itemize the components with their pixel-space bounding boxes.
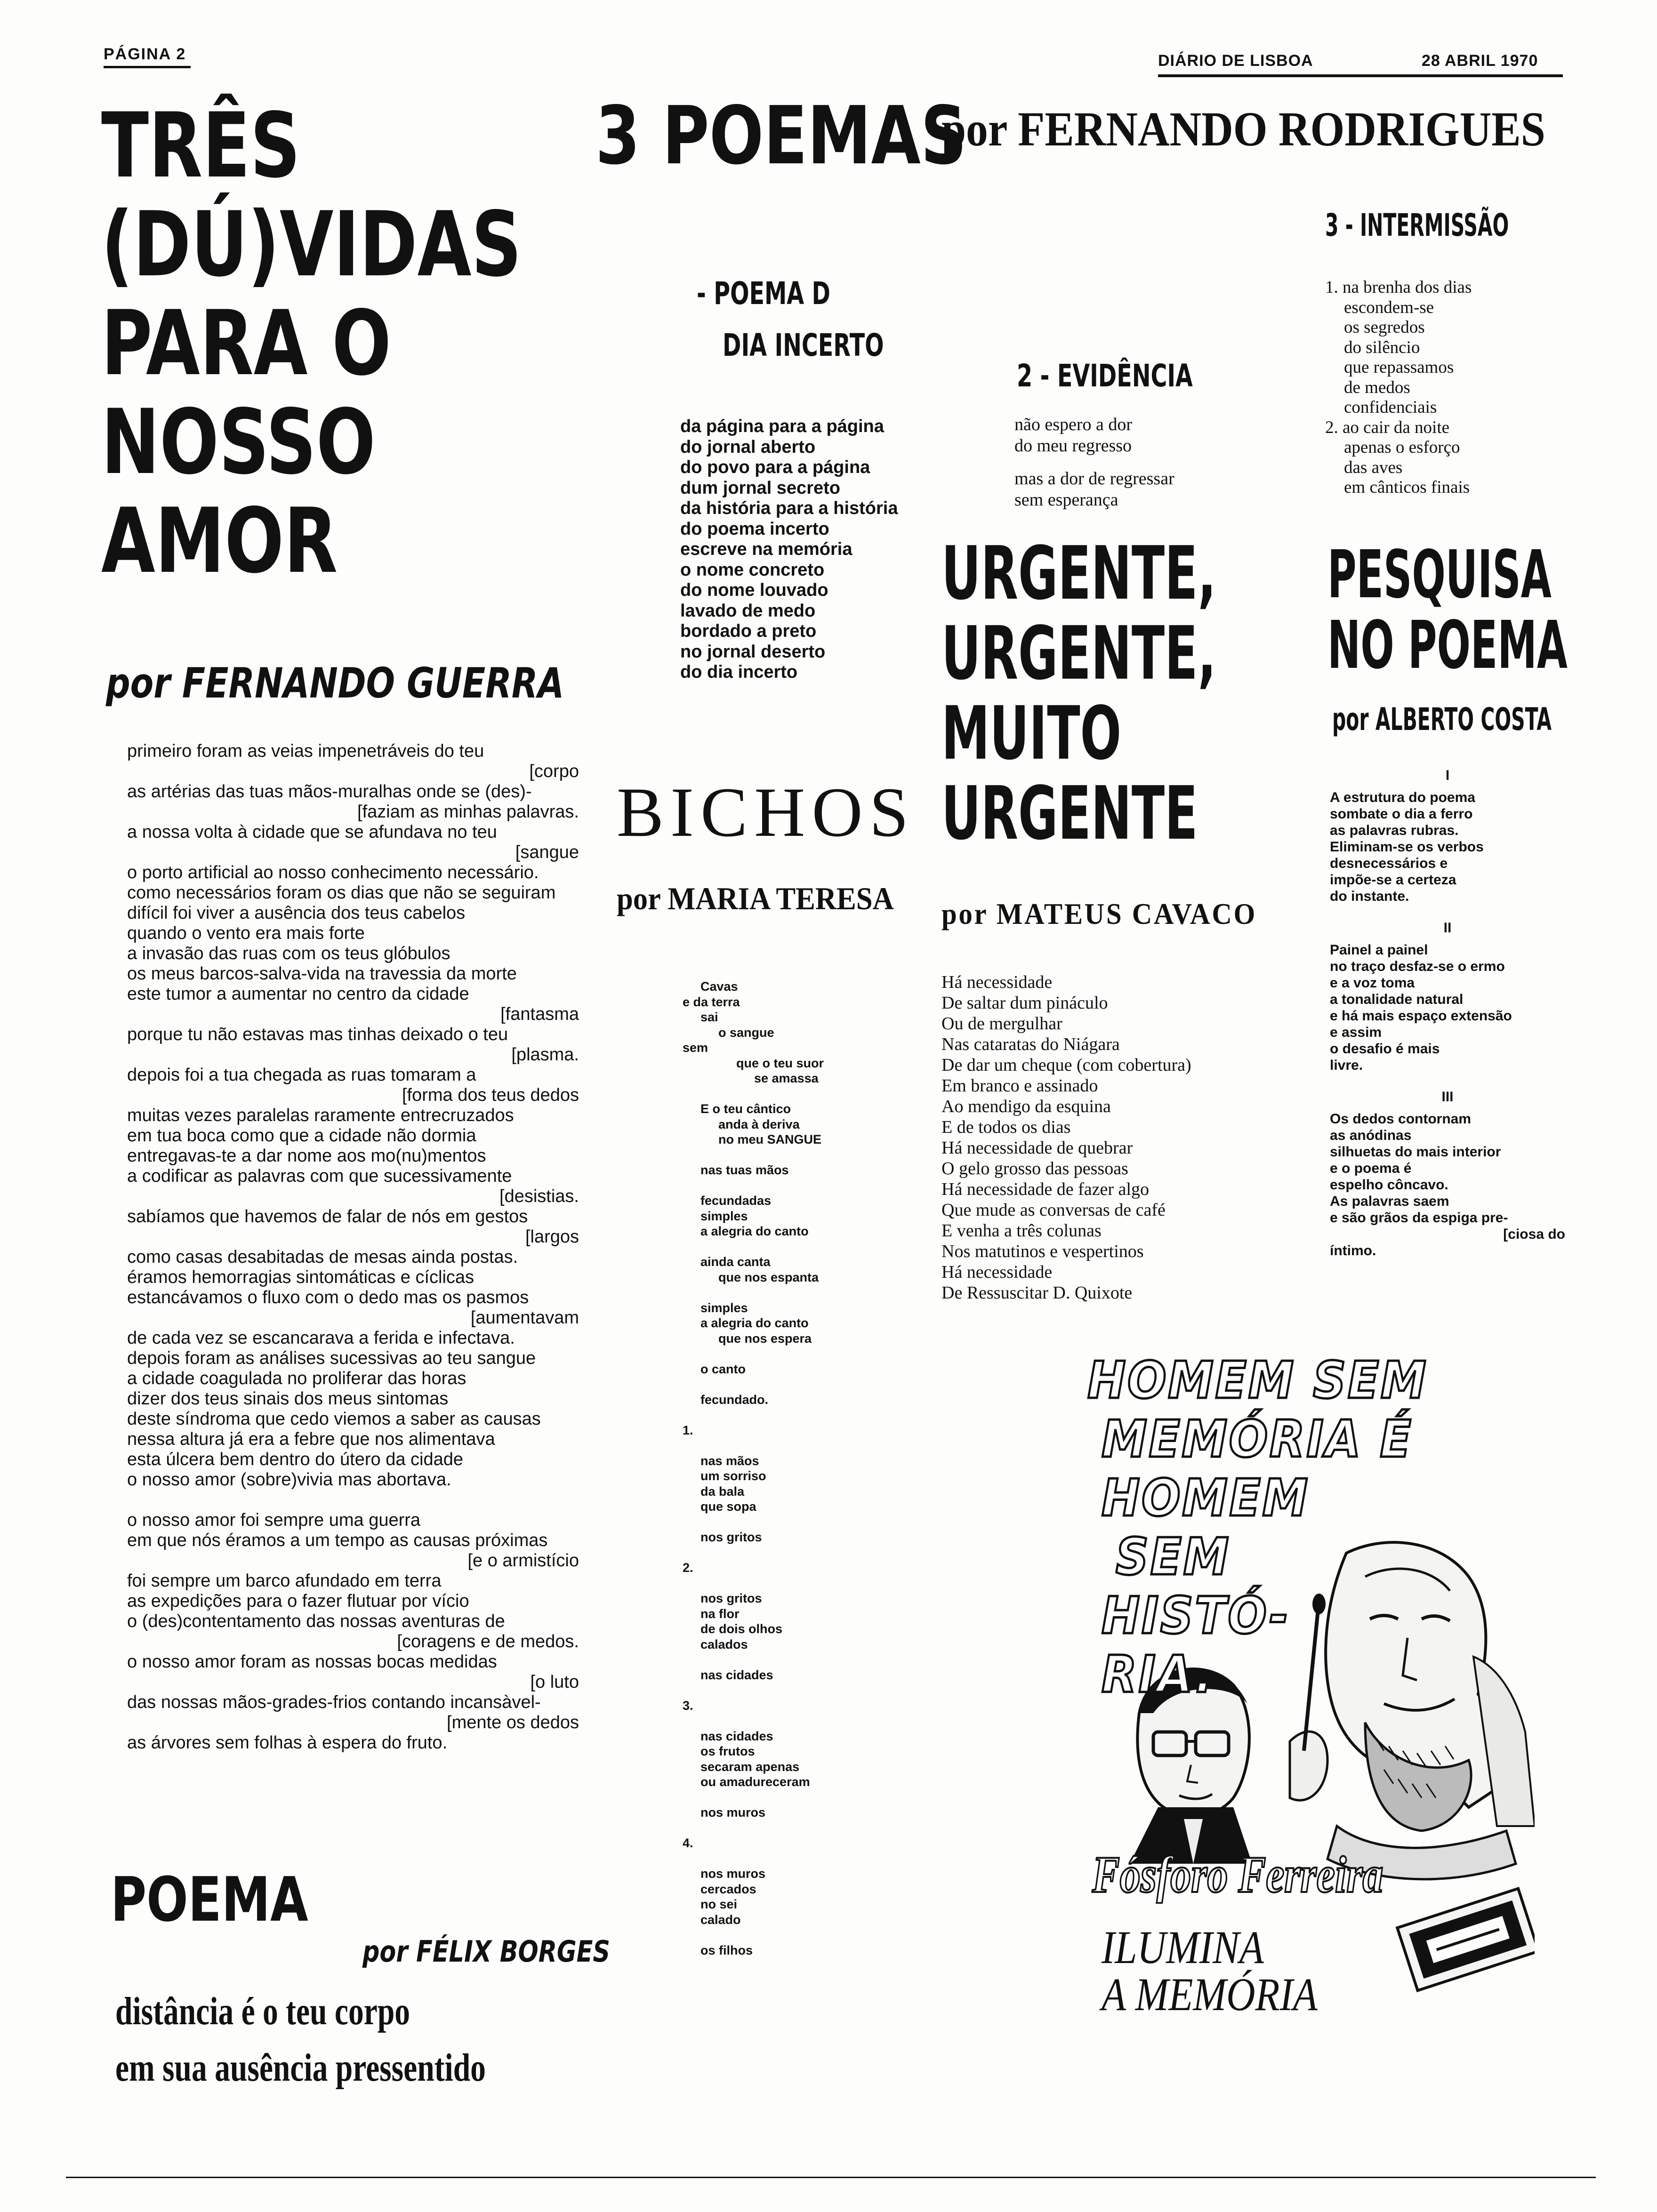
pesquisa-line: no traço desfaz-se o ermo — [1330, 959, 1505, 974]
intermissao-text — [1325, 278, 1472, 498]
article-byline: por FERNANDO GUERRA — [106, 659, 564, 707]
pesquisa-line: A estrutura do poema — [1330, 790, 1475, 805]
bichos-line: nos muros — [700, 1867, 766, 1881]
article-title-line: TRÊS — [101, 94, 301, 198]
article-body-line: a codificar as palavras com que sucessivamente — [127, 1166, 512, 1186]
article-body-line: [largos — [525, 1227, 579, 1247]
bichos-line: de dois olhos — [700, 1622, 783, 1636]
poem-d-line: escreve na memória — [680, 539, 853, 559]
poema-line: distância é o teu corpo — [115, 1989, 410, 2033]
article-body-line: porque tu não estavas mas tinhas deixado o teu — [127, 1025, 508, 1044]
bichos-title: BICHOS — [617, 773, 916, 851]
bichos-line — [683, 1178, 824, 1194]
bichos-line — [683, 1713, 824, 1729]
bichos-line — [683, 1438, 824, 1453]
poem-d-line: do jornal aberto — [680, 437, 816, 457]
bichos-line: na flor — [700, 1606, 740, 1621]
advert — [1083, 1351, 1535, 2024]
bichos-line — [683, 1927, 824, 1943]
article-body-line: de cada vez se escancarava a ferida e infectava. — [127, 1328, 515, 1348]
intermissao-line: 2. ao cair da noite — [1325, 417, 1450, 437]
bichos-line — [683, 1377, 824, 1392]
article-body-line: a nossa volta à cidade que se afundava no teu — [127, 822, 497, 842]
advert-headline-line: RIA. — [1102, 1645, 1215, 1704]
article-body-line: foi sempre um barco afundado em terra — [127, 1571, 442, 1591]
advert-brand: Fósforo Ferreira — [1092, 1846, 1384, 1903]
urgente-line: E venha a três colunas — [941, 1221, 1102, 1241]
bichos-line: anda à deriva — [718, 1117, 800, 1131]
bottom-rule — [66, 2177, 1596, 2178]
advert-headline-line: HOMEM SEM — [1087, 1351, 1428, 1410]
bichos-line: a alegria do canto — [700, 1316, 809, 1330]
banner-byline: por FERNANDO RODRIGUES — [941, 102, 1545, 156]
bichos-line: um sorriso — [700, 1469, 766, 1483]
bichos-line: sai — [700, 1010, 718, 1024]
bichos-line — [683, 1851, 824, 1867]
poema-title: POEMA — [111, 1864, 308, 1935]
article-title-line: (DÚ)VIDAS — [101, 192, 522, 297]
article-body-line: [desistias. — [499, 1186, 579, 1206]
urgente-line: Ou de mergulhar — [941, 1014, 1062, 1034]
bichos-byline: por MARIA TERESA — [617, 881, 894, 916]
article-body-line: as expedições para o fazer flutuar por vício — [127, 1591, 469, 1611]
intermissao-line: confidenciais — [1344, 398, 1437, 417]
advert-tagline: A MEMÓRIA — [1102, 1968, 1318, 2020]
bichos-line — [683, 1086, 824, 1102]
pesquisa-line: Painel a painel — [1330, 942, 1428, 958]
article-body-line: nessa altura já era a febre que nos alimentava — [127, 1429, 495, 1449]
article-body-line: [forma dos teus dedos — [402, 1085, 579, 1105]
article-body-line: entregavas-te a dar nome aos mo(nu)mentos — [127, 1146, 486, 1166]
bichos-text — [683, 979, 824, 1958]
poem-d-line: da página para a página — [680, 417, 884, 436]
urgente-line: Há necessidade de fazer algo — [941, 1179, 1149, 1199]
bichos-line: 4. — [683, 1836, 693, 1850]
article-body-line: este tumor a aumentar no centro da cidade — [127, 984, 469, 1004]
pesquisa-line: [ciosa do — [1503, 1226, 1565, 1242]
bichos-line: simples — [700, 1300, 748, 1315]
article-body-line: [e o armistício — [467, 1551, 579, 1571]
poem-d-line: do nome louvado — [680, 580, 828, 600]
bichos-line: nas cidades — [700, 1729, 773, 1743]
issue-date: 28 ABRIL 1970 — [1422, 52, 1538, 70]
pesquisa-line: desnecessários e — [1330, 856, 1448, 871]
urgente-title-line: URGENTE, — [941, 530, 1216, 616]
article-body-line: estancávamos o fluxo com o dedo mas os pasmos — [127, 1288, 529, 1307]
bichos-line: calado — [700, 1912, 741, 1927]
poem-d-line: da história para a história — [680, 498, 898, 518]
bichos-line: que o teu suor — [736, 1056, 824, 1070]
bichos-line — [683, 1652, 824, 1667]
urgente-line: De saltar dum pináculo — [941, 993, 1108, 1013]
pesquisa-line: As palavras saem — [1330, 1194, 1449, 1209]
urgente-line: Há necessidade — [941, 1262, 1053, 1282]
article-body-line: o nosso amor foi sempre uma guerra — [127, 1510, 421, 1530]
pesquisa-numeral: II — [1443, 920, 1452, 936]
intermissao-heading: 3 - INTERMISSÃO — [1325, 207, 1509, 243]
poem-d-line: do poema incerto — [680, 519, 829, 539]
urgente-line: Em branco e assinado — [941, 1076, 1098, 1096]
article-body-line: [sangue — [515, 842, 579, 862]
article-body-line: das nossas mãos-grades-frios contando incansàvel- — [127, 1692, 541, 1712]
bichos-line: nas tuas mãos — [700, 1163, 789, 1177]
bichos-line: nos gritos — [700, 1530, 762, 1544]
bichos-line: nas mãos — [700, 1453, 759, 1468]
article-body-line: muitas vezes paralelas raramente entrecruzados — [127, 1106, 514, 1125]
bichos-line — [683, 1820, 824, 1836]
article-body-line: depois foram as análises sucessivas ao teu sangue — [127, 1348, 536, 1368]
pesquisa-numeral: III — [1441, 1089, 1454, 1105]
article-body-line — [127, 1490, 579, 1510]
bichos-line: 2. — [683, 1561, 693, 1575]
pesquisa-line: do instante. — [1330, 889, 1409, 904]
poem-d-line: lavado de medo — [680, 601, 816, 621]
article-body-line: a cidade coagulada no proliferar das horas — [127, 1369, 467, 1388]
article-body-line: [fantasma — [500, 1004, 579, 1024]
intermissao-line: 1. na brenha dos dias — [1325, 278, 1472, 297]
urgente-line: Nas cataratas do Niágara — [941, 1034, 1120, 1054]
advert-headline-line: HISTÓ- — [1102, 1587, 1290, 1645]
pesquisa-line: e o poema é — [1330, 1161, 1412, 1176]
bichos-line: Cavas — [700, 979, 738, 994]
pesquisa-line: Eliminam-se os verbos — [1330, 839, 1484, 855]
article-body-line: sabíamos que havemos de falar de nós em gestos — [127, 1207, 528, 1226]
bichos-line: que sopa — [700, 1499, 756, 1514]
article-title-line: PARA O — [101, 291, 392, 395]
article-body-line: quando o vento era mais forte — [127, 923, 365, 943]
bichos-line — [683, 1576, 824, 1591]
article-body-line: o nosso amor foram as nossas bocas medidas — [127, 1652, 497, 1672]
article-body-line: dizer dos teus sinais dos meus sintomas — [127, 1389, 449, 1409]
intermissao-line: das aves — [1344, 457, 1403, 477]
urgente-byline: por MATEUS CAVACO — [941, 897, 1257, 930]
advert-headline-line: SEM — [1116, 1528, 1231, 1587]
intermissao-line: apenas o esforço — [1344, 438, 1460, 457]
bichos-line: e da terra — [683, 994, 740, 1009]
article-body-line: difícil foi viver a ausência dos teus cabelos — [127, 903, 466, 923]
article-body-line: as árvores sem folhas à espera do fruto. — [127, 1733, 448, 1753]
advert-headline-line: HOMEM — [1102, 1469, 1310, 1528]
article-body-line: esta úlcera bem dentro do útero da cidade — [127, 1450, 464, 1469]
pesquisa-line: impõe-se a certeza — [1330, 872, 1456, 888]
banner-title: 3 POEMAS — [595, 89, 967, 183]
bichos-line: o canto — [700, 1362, 746, 1376]
poem-d-line: o nome concreto — [680, 560, 825, 580]
advert-tagline: ILUMINA — [1102, 1921, 1264, 1973]
bichos-line: 1. — [683, 1423, 693, 1437]
bichos-line: nos gritos — [700, 1591, 762, 1605]
intermissao-line: do silêncio — [1344, 337, 1420, 357]
header-rule — [1158, 74, 1563, 77]
pesquisa-numeral: I — [1445, 768, 1450, 783]
urgente-line: Que mude as conversas de café — [941, 1200, 1166, 1220]
urgente-title-line: URGENTE, — [941, 610, 1216, 696]
pesquisa-line: as palavras rubras. — [1330, 823, 1459, 838]
article-body-line: éramos hemorragias sintomáticas e cíclicas — [127, 1267, 475, 1287]
pesquisa-line: e assim — [1330, 1025, 1382, 1040]
bichos-line: secaram apenas — [700, 1759, 800, 1774]
urgente-line: Há necessidade — [941, 972, 1053, 992]
bichos-line: sem — [683, 1041, 708, 1055]
article-body-line: [corpo — [529, 761, 579, 781]
intermissao-line: que repassamos — [1344, 358, 1454, 377]
article-body-line: [coragens e de medos. — [397, 1632, 579, 1651]
intermissao-line: de medos — [1344, 377, 1410, 397]
bichos-line: se amassa — [754, 1071, 819, 1085]
bichos-line: nos muros — [700, 1805, 766, 1819]
poem-d-line: bordado a preto — [680, 621, 817, 641]
bichos-line — [683, 1545, 824, 1561]
article-body-line: depois foi a tua chegada as ruas tomaram a — [127, 1065, 476, 1085]
pesquisa-text — [1330, 762, 1565, 1269]
bichos-line: 3. — [683, 1698, 693, 1713]
article-title-line: AMOR — [101, 489, 338, 593]
pesquisa-title-line: NO POEMA — [1327, 607, 1568, 684]
urgente-title-line: MUITO — [941, 690, 1122, 776]
urgente-line: O gelo grosso das pessoas — [941, 1159, 1128, 1178]
pesquisa-line: a tonalidade natural — [1330, 992, 1464, 1007]
pesquisa-line: espelho côncavo. — [1330, 1177, 1448, 1193]
article-body-line: [mente os dedos — [447, 1713, 579, 1732]
bichos-line — [683, 1346, 824, 1362]
article-body-line: em tua boca como que a cidade não dormia — [127, 1126, 476, 1146]
pesquisa-line: o desafio é mais — [1330, 1041, 1440, 1057]
newspaper-name: DIÁRIO DE LISBOA — [1158, 52, 1313, 70]
poem-d-line: no jornal deserto — [680, 641, 826, 662]
pesquisa-byline: por ALBERTO COSTA — [1332, 701, 1552, 737]
bichos-line — [683, 1285, 824, 1300]
article-body-line: deste síndroma que cedo viemos a saber as causas — [127, 1409, 541, 1429]
intermissao-line: os segredos — [1344, 318, 1425, 337]
article-body-line: o (des)contentamento das nossas aventuras de — [127, 1611, 505, 1631]
poem-d-heading: - POEMA D — [697, 275, 831, 312]
article-body-line: [plasma. — [511, 1045, 579, 1065]
article-body-line: [o luto — [530, 1672, 579, 1692]
article-body-line: as artérias das tuas mãos-muralhas onde se (des)- — [127, 782, 532, 801]
poem-d-subheading: DIA INCERTO — [723, 327, 884, 363]
bichos-line — [683, 1147, 824, 1163]
bichos-line — [683, 1515, 824, 1530]
article-body-line: os meus barcos-salva-vida na travessia da morte — [127, 964, 517, 984]
article-body-line: [faziam as minhas palavras. — [357, 802, 579, 822]
advert-headline-line: MEMÓRIA É — [1102, 1410, 1413, 1469]
article-body-line: [aumentavam — [470, 1308, 579, 1328]
urgente-line: De dar um cheque (com cobertura) — [941, 1055, 1191, 1075]
bichos-line: que nos espera — [718, 1331, 812, 1346]
pesquisa-line: e são grãos da espiga pre- — [1330, 1210, 1508, 1226]
bichos-line: que nos espanta — [718, 1270, 819, 1284]
bichos-line: a alegria do canto — [700, 1224, 809, 1238]
evidencia-line: do meu regresso — [1014, 436, 1132, 456]
bichos-line: os filhos — [700, 1943, 753, 1957]
poem-d-line: do dia incerto — [680, 662, 798, 682]
poem-d-line: do povo para a página — [680, 457, 870, 477]
bichos-line: fecundado. — [700, 1392, 769, 1407]
article-body-line: primeiro foram as veias impenetráveis do teu — [127, 741, 484, 761]
bichos-line: fecundadas — [700, 1194, 772, 1208]
urgente-title-line: URGENTE — [941, 770, 1198, 856]
article-body-line: em que nós éramos a um tempo as causas próximas — [127, 1531, 548, 1550]
evidencia-line: mas a dor de regressar — [1014, 469, 1174, 489]
bichos-line: no meu SANGUE — [718, 1132, 822, 1146]
pesquisa-line: e a voz toma — [1330, 975, 1415, 991]
poem-d-text — [680, 417, 898, 683]
evidencia-line: não espero a dor — [1014, 415, 1133, 434]
urgente-line: Há necessidade de quebrar — [941, 1138, 1133, 1158]
bichos-line: os frutos — [700, 1744, 755, 1758]
page-number-underline — [104, 66, 191, 68]
urgente-text — [941, 972, 1191, 1303]
pesquisa-line: íntimo. — [1330, 1243, 1376, 1258]
bichos-line: cercados — [700, 1882, 756, 1896]
bichos-line: nas cidades — [700, 1667, 773, 1682]
urgente-line: Nos matutinos e vespertinos — [941, 1242, 1144, 1261]
intermissao-line: em cânticos finais — [1344, 478, 1470, 497]
bichos-line: ou amadureceram — [700, 1775, 810, 1789]
article-body-line: a invasão das ruas com os teus glóbulos — [127, 944, 450, 963]
pesquisa-title-line: PESQUISA — [1327, 537, 1552, 613]
page-number: PÁGINA 2 — [104, 45, 186, 63]
article-body-line: como necessários foram os dias que não se seguiram — [127, 883, 556, 903]
bichos-line — [683, 1790, 824, 1805]
pesquisa-line: sombate o dia a ferro — [1330, 806, 1473, 822]
urgente-line: De Ressuscitar D. Quixote — [941, 1283, 1133, 1303]
poema-byline: por FÉLIX BORGES — [362, 1934, 610, 1969]
urgente-line: E de todos os dias — [941, 1117, 1071, 1137]
pesquisa-line: Os dedos contornam — [1330, 1111, 1472, 1127]
article-body-line: o nosso amor (sobre)vivia mas abortava. — [127, 1470, 451, 1490]
bichos-line — [683, 1407, 824, 1423]
article-body-line: como casas desabitadas de mesas ainda postas. — [127, 1247, 518, 1267]
bichos-line — [683, 1683, 824, 1698]
urgente-line: Ao mendigo da esquina — [941, 1097, 1111, 1116]
bichos-line: o sangue — [718, 1025, 774, 1040]
bichos-line: da bala — [700, 1484, 745, 1499]
pesquisa-line: as anódinas — [1330, 1128, 1412, 1143]
article-body — [127, 741, 579, 1753]
article-title-line: NOSSO — [101, 390, 376, 494]
bichos-line — [683, 1239, 824, 1255]
bichos-line: simples — [700, 1209, 748, 1223]
poema-line: em sua ausência pressentido — [115, 2046, 486, 2090]
poem-d-line: dum jornal secreto — [680, 478, 840, 498]
evidencia-line: sem esperança — [1014, 490, 1118, 510]
bichos-line: E o teu cântico — [700, 1102, 791, 1116]
intermissao-line: escondem-se — [1344, 297, 1434, 317]
bichos-line: calados — [700, 1637, 748, 1651]
bichos-line: ainda canta — [700, 1255, 771, 1269]
pesquisa-line: e há mais espaço extensão — [1330, 1008, 1512, 1024]
pesquisa-line: silhuetas do mais interior — [1330, 1144, 1501, 1160]
pesquisa-line: livre. — [1330, 1058, 1363, 1073]
article-body-line: o porto artificial ao nosso conhecimento necessário. — [127, 863, 539, 882]
bichos-line: no sei — [700, 1897, 738, 1911]
evidencia-heading: 2 - EVIDÊNCIA — [1017, 358, 1193, 394]
